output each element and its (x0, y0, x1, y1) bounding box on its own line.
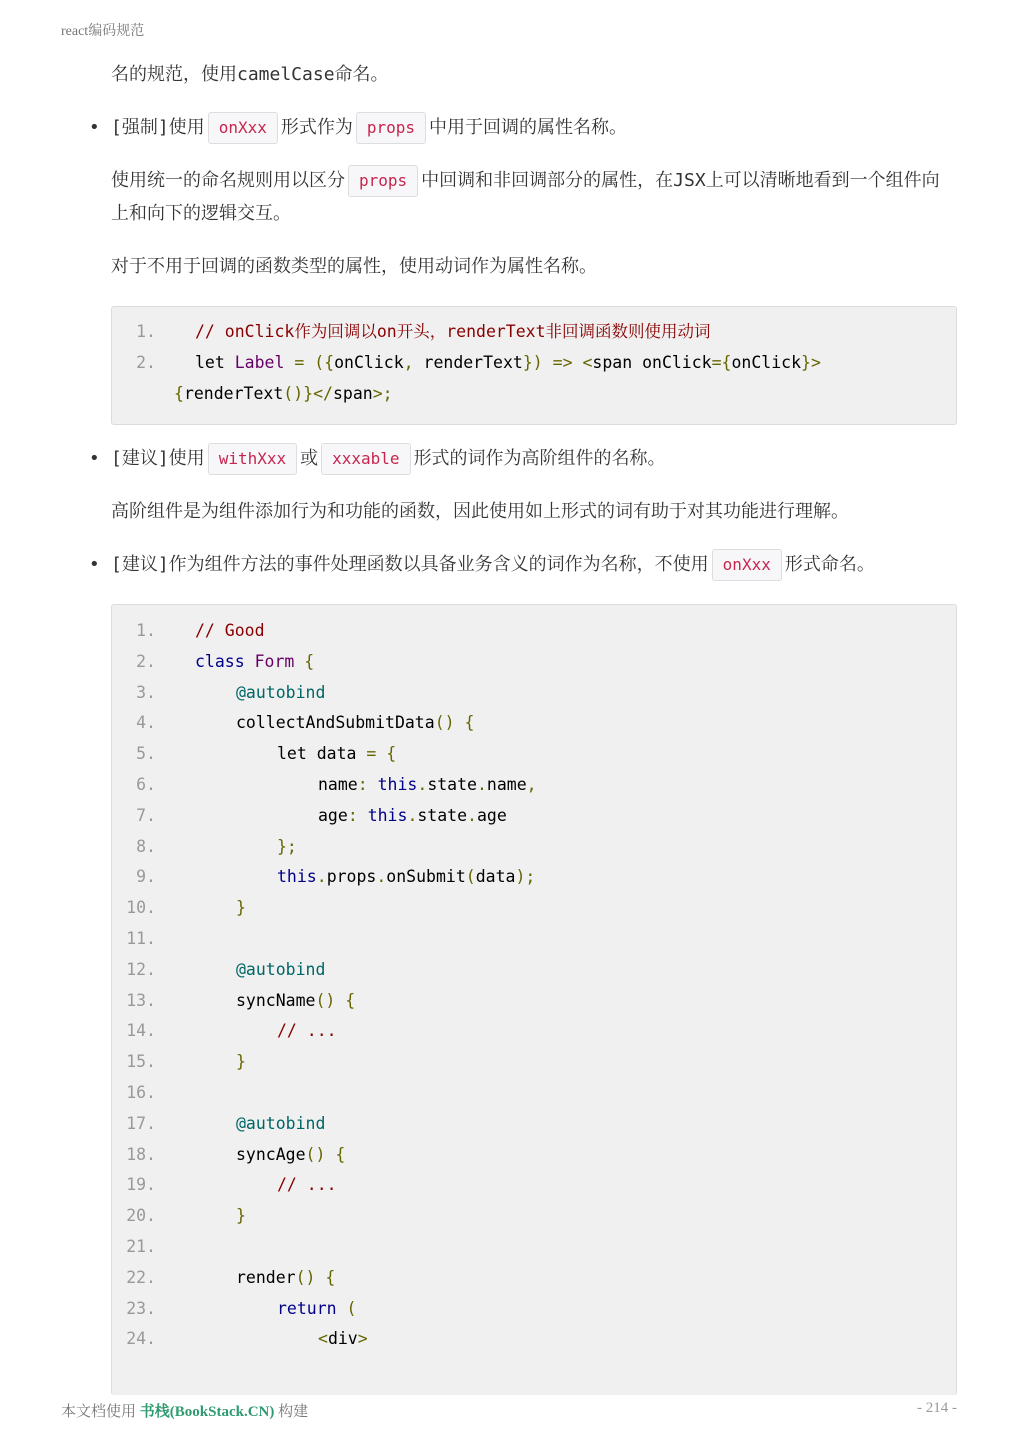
code-line: 24. <div> (112, 1324, 956, 1355)
code-line: 19. // ... (112, 1170, 956, 1201)
code-line (112, 1232, 956, 1263)
line-number: 11. (126, 928, 156, 948)
bullet-event-handler-naming: • [建议]作为组件方法的事件处理函数以具备业务含义的词作为名称，不使用 onXxx 形式命名。 (111, 548, 957, 581)
line-number: 6. (136, 774, 156, 794)
line-number: 15. (126, 1052, 156, 1072)
code-line: 17. @autobind (112, 1109, 956, 1140)
paragraph-hoc-explain: 高阶组件是为组件添加行为和功能的函数，因此使用如上形式的词有助于对其功能进行理解。 (111, 501, 849, 522)
code-line: 6. name: this.state.name, (112, 770, 956, 801)
code-block-label (111, 306, 957, 425)
line-number: 7. (136, 805, 156, 825)
code-line: 3. @autobind (112, 678, 956, 709)
inline-code-xxxable: xxxable (321, 443, 410, 475)
page-header: react编码规范 (61, 24, 145, 39)
page-footer: 本文档使用 书栈(BookStack.CN) 构建 (61, 1404, 309, 1420)
code-line: 20. } (112, 1201, 956, 1232)
code-line: 13. syncName() { (112, 986, 956, 1017)
code-line: 2. let Label = ({onClick, renderText}) => <span onClick={onClick}> (112, 348, 956, 379)
inline-camelcase: camelCase (237, 64, 335, 85)
code-line: 12. @autobind (112, 955, 956, 986)
line-number: 21. (126, 1236, 156, 1256)
line-number: 9. (136, 867, 156, 887)
line-number: 4. (136, 713, 156, 733)
code-line: 4. collectAndSubmitData() { (112, 708, 956, 739)
line-number: 2. (136, 651, 156, 671)
line-number: 19. (126, 1175, 156, 1195)
line-number: 16. (126, 1082, 156, 1102)
line-number: 10. (126, 898, 156, 918)
line-number: 18. (126, 1144, 156, 1164)
code-line: 18. syncAge() { (112, 1140, 956, 1171)
inline-code-props: props (356, 112, 426, 144)
line-number: 14. (126, 1021, 156, 1041)
line-number: 23. (126, 1298, 156, 1318)
line-number: 13. (126, 990, 156, 1010)
line-number: 17. (126, 1113, 156, 1133)
code-line (112, 1078, 956, 1109)
inline-code-onxxx: onXxx (208, 112, 278, 144)
line-number: 20. (126, 1206, 156, 1226)
code-line: 7. age: this.state.age (112, 801, 956, 832)
code-line: 14. // ... (112, 1016, 956, 1047)
line-number: 3. (136, 682, 156, 702)
line-number: 1. (136, 621, 156, 640)
inline-code-withxxx: withXxx (208, 443, 297, 475)
code-line: 22. render() { (112, 1263, 956, 1294)
line-number: 2. (136, 352, 156, 372)
page-number: - 214 - (917, 1400, 957, 1416)
bullet-hoc-naming: • [建议]使用 withXxx 或 xxxable 形式的词作为高阶组件的名称。 (111, 442, 957, 475)
code-line (112, 924, 956, 955)
line-number: 12. (126, 959, 156, 979)
line-number: 22. (126, 1267, 156, 1287)
code-block-form (111, 604, 957, 1395)
paragraph-verb-naming: 对于不用于回调的函数类型的属性，使用动词作为属性名称。 (111, 256, 597, 277)
line-number: 5. (136, 744, 156, 764)
code-line: 10. } (112, 893, 956, 924)
bullet-dot: • (89, 554, 100, 575)
code-line: 2. class Form { (112, 647, 956, 678)
paragraph-unified-naming: 使用统一的命名规则用以区分 props 中回调和非回调部分的属性，在JSX上可以清晰地看到一个组件向上和向下的逻辑交互。 (111, 164, 957, 230)
bookstack-link[interactable]: 书栈(BookStack.CN) (139, 1404, 275, 1420)
code-line: 15. } (112, 1047, 956, 1078)
inline-code-props: props (348, 165, 418, 197)
inline-code-onxxx: onXxx (712, 549, 782, 581)
code-line: 1. // onClick作为回调以on开头，renderText非回调函数则使用动词 (112, 317, 956, 348)
line-number: 1. (136, 322, 156, 341)
bullet-dot: • (89, 448, 100, 469)
code-line: 23. return ( (112, 1294, 956, 1325)
code-line: 9. this.props.onSubmit(data); (112, 862, 956, 893)
bullet-callback-naming: • [强制]使用 onXxx 形式作为 props 中用于回调的属性名称。 (111, 111, 957, 144)
bullet-dot: • (89, 117, 100, 138)
line-number: 24. (126, 1329, 156, 1349)
code-line: 1. // Good (112, 616, 956, 647)
code-line-wrapped: {renderText()}</span>; (174, 383, 393, 403)
line-number: 8. (136, 836, 156, 856)
code-line: 8. }; (112, 832, 956, 863)
code-line: 5. let data = { (112, 739, 956, 770)
paragraph-naming: 名的规范，使用camelCase命名。 (111, 64, 389, 85)
